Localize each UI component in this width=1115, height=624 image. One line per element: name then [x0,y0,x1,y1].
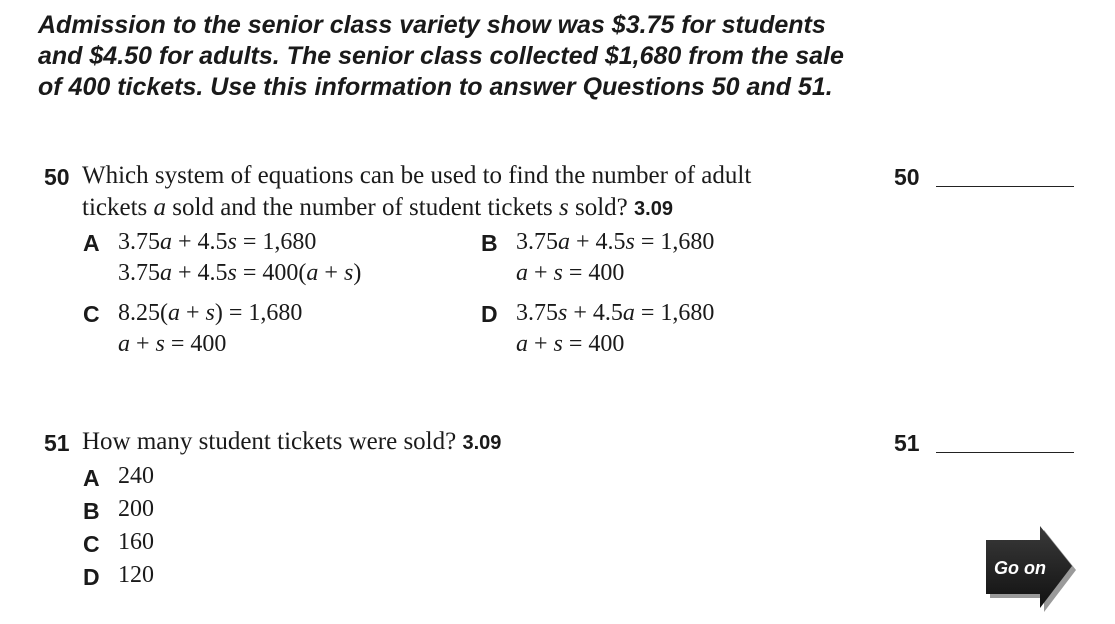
question-50-text-line2: tickets a sold and the number of student tickets s sold? 3.09 [82,194,673,221]
q50-option-d-eq2: a + s = 400 [516,331,625,357]
q51-option-c-value: 160 [118,529,154,555]
q50-option-c-eq1: 8.25(a + s) = 1,680 [118,300,303,326]
q50-option-c-letter: C [83,301,100,327]
q50-option-a-eq2: 3.75a + 4.5s = 400(a + s) [118,260,362,286]
q50-option-d-letter: D [481,301,498,327]
answer-50-blank[interactable] [936,186,1074,187]
answer-50-label: 50 [894,164,920,190]
question-50-standard: 3.09 [634,198,673,220]
question-50-number: 50 [44,164,70,190]
q51-option-c-letter: C [83,531,100,557]
q51-option-a-letter: A [83,465,100,491]
go-on-label: Go on [994,558,1046,578]
q51-option-b-letter: B [83,498,100,524]
q51-option-a-value: 240 [118,463,154,489]
q50-option-b-eq1: 3.75a + 4.5s = 1,680 [516,229,715,255]
q50-option-b-letter: B [481,230,498,256]
q50-option-a-letter: A [83,230,100,256]
q50-option-b-eq2: a + s = 400 [516,260,625,286]
answer-51-blank[interactable] [936,452,1074,453]
go-on-arrow-button[interactable] [984,526,1078,614]
question-50-text-line1: Which system of equations can be used to find the number of adult [82,162,752,189]
q50-option-d-eq1: 3.75s + 4.5a = 1,680 [516,300,715,326]
q51-option-b-value: 200 [118,496,154,522]
question-51-text: How many student tickets were sold? 3.09 [82,428,502,455]
answer-51-label: 51 [894,430,920,456]
question-51-standard: 3.09 [462,432,502,454]
q50-option-a-eq1: 3.75a + 4.5s = 1,680 [118,229,317,255]
q51-option-d-letter: D [83,564,100,590]
question-51-number: 51 [44,430,70,456]
q51-option-d-value: 120 [118,562,154,588]
q50-option-c-eq2: a + s = 400 [118,331,227,357]
intro-paragraph: Admission to the senior class variety show was $3.75 for students and $4.50 for adults. The senior class collected $1,680 from the sale of 400 tickets. Use this information to answer Questions 50 and 51. [38,11,844,101]
